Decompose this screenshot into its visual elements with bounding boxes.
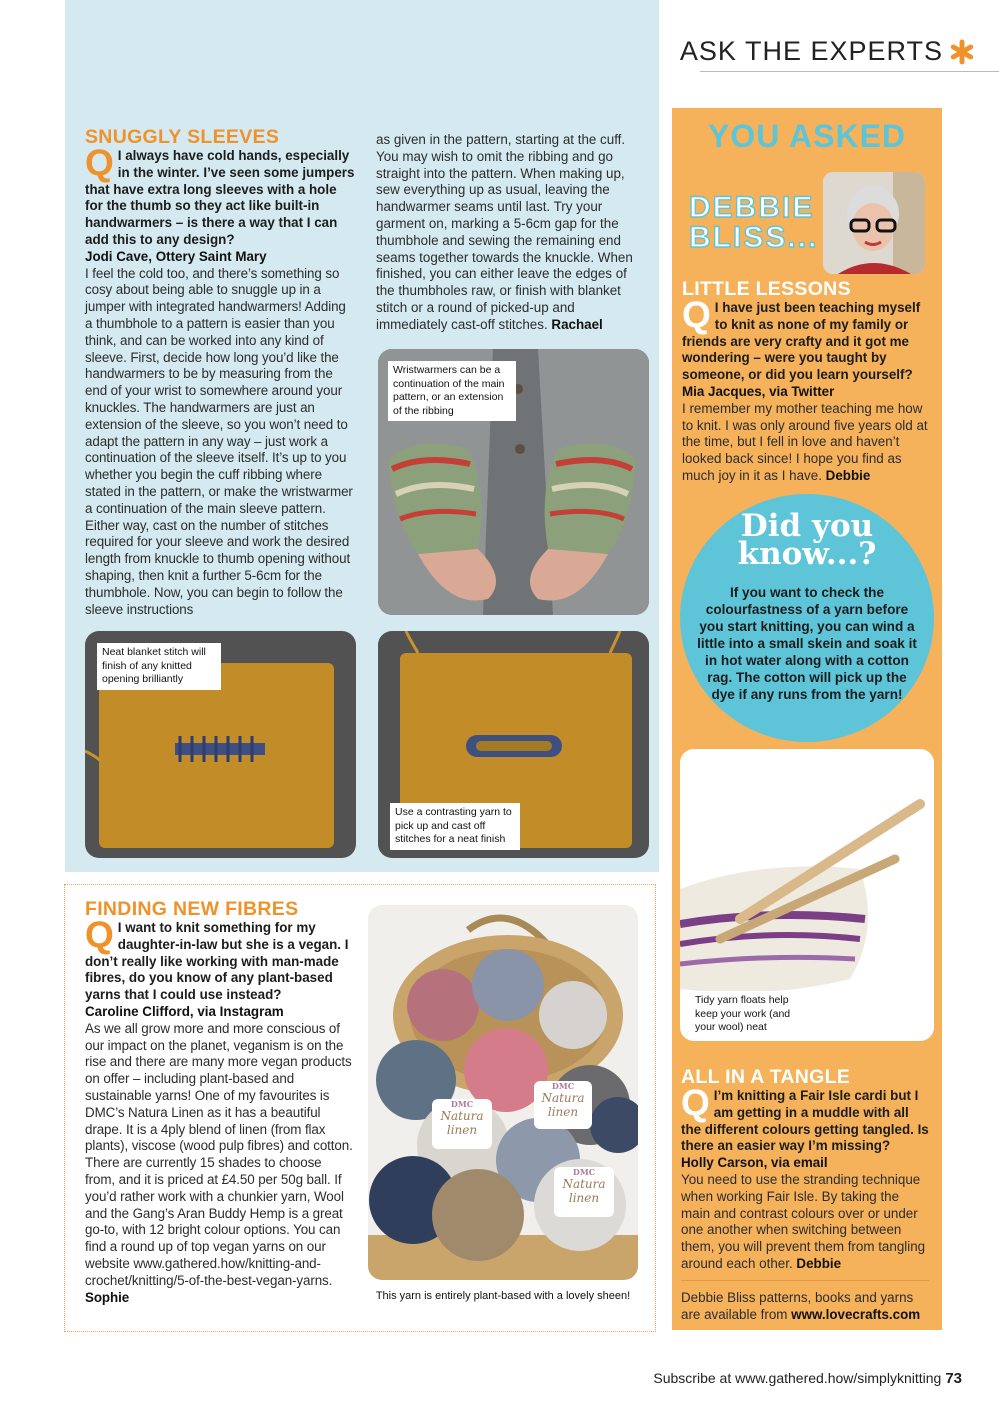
yarn-label-3 — [554, 1167, 614, 1217]
little-lessons-asker: Mia Jacques, via Twitter — [682, 383, 835, 399]
snuggly-heading: SNUGGLY SLEEVES — [85, 126, 280, 148]
yarn-label-line2: linen — [446, 1123, 478, 1137]
tangle-asker: Holly Carson, via email — [681, 1155, 828, 1171]
yarn-label-line1: Natura — [541, 1091, 585, 1105]
little-lessons-answer-text: I remember my mother teaching me how to knit. I was only around five years old at the time, but I fell in love and haven’t looked back since! I hope you find as much joy in it as I have. — [682, 400, 928, 483]
q-mark: Q — [681, 1082, 710, 1123]
subscribe-text[interactable]: Subscribe at www.gathered.how/simplyknitting — [653, 1370, 942, 1386]
all-in-a-tangle-section — [681, 1066, 929, 1273]
author-portrait-illustration — [823, 172, 925, 274]
yarn-label-line1: Natura — [562, 1177, 606, 1191]
did-you-know-title-line2: know...? — [737, 536, 877, 572]
yarn-basket-illustration — [368, 905, 638, 1280]
did-you-know-title — [680, 508, 934, 572]
fibres-question-text: I want to knit something for my daughter-in-law but she is a vegan. I don’t really like working with man-made fibres, do you know of any plant-based yarns that I could use instead? — [85, 920, 349, 1003]
fibres-signoff: Sophie — [85, 1289, 130, 1305]
asterisk-icon — [949, 39, 975, 65]
stockist-note-text: Debbie Bliss patterns, books and yarns are available from — [681, 1290, 914, 1322]
q-mark: Q — [85, 142, 114, 183]
snuggly-signoff: Rachael — [551, 316, 603, 332]
snuggly-sleeves-column-1 — [85, 126, 355, 618]
snuggly-answer-part2-text: as given in the pattern, starting at the cuff. You may wish to omit the ribbing and go straight into the pattern. When making up, sew everything up as usual, leaving the handwarmer seams until last. Try your garment on, marking a 5-6cm gap for the thumbhole and sewing the remaining end seams together towards the knuckle. When finished, you can either leave the edges of the thumbholes raw, or finish with blanket stitch or a round of picked-up and immediately cast-off stitches. — [376, 132, 633, 332]
tangle-heading: ALL IN A TANGLE — [681, 1066, 851, 1088]
fibres-answer-text: As we all grow more and more conscious of our impact on the planet, veganism is on the rise and there are many more vegan products on offer – including plant-based and sustainable yarns! One of my favourites is DMC’s Natura Linen as it has a beautiful drape. It is a 4ply blend of linen (from flax plants), viscose (wood pulp fibres) and cotton. There are currently 15 shades to choose from, and it is priced at £4.50 per 50g ball. If you’d rather work with a chunkier yarn, Wool and the Gang’s Aran Buddy Hemp is a great go-to, with 12 bright colour options. You can find a round up of top vegan yarns on our website www.gathered.how/knitting-and-crochet/knitting/5-of-the-best-vegan-yarns. — [85, 1020, 353, 1288]
contrast-yarn-swatch-photo — [378, 631, 649, 858]
tangle-question — [681, 1082, 929, 1155]
author-first-name: DEBBIE — [689, 191, 815, 224]
tangle-answer-text: You need to use the stranding technique when working Fair Isle. By taking the main and contrast colours over or under one another when switching between them, you will prevent them from tangling around each other. — [681, 1171, 926, 1271]
fibres-asker: Caroline Clifford, via Instagram — [85, 1003, 284, 1019]
little-lessons-heading: LITTLE LESSONS — [682, 278, 851, 300]
snuggly-question — [85, 142, 355, 249]
wristwarmer-caption: Wristwarmers can be a continuation of the main pattern, or an extension of the ribbing — [388, 361, 516, 421]
author-portrait — [823, 172, 925, 274]
did-you-know-text: If you want to check the colourfastness of a yarn before you start knitting, you can wind a little into a small skein and soak it in hot water along with a cotton rag. The cotton will pick up the dye if any runs from the yarn! — [697, 585, 917, 702]
section-title: ASK THE EXPERTS — [679, 36, 943, 66]
snuggly-answer-part1: I feel the cold too, and there’s something so cosy about being able to snuggle up in a jumper with integrated handwarmers! Adding a thumbhole to a pattern is easier than you think, and can be worked into any kind of sleeve. First, decide how long you’d like the handwarmers to be by measuring from the end of your wrist to somewhere around your knuckles. The handwarmers are just an extension of the sleeve, so you won’t need to adapt the pattern in any way – just work a continuation of the sleeve itself. It’s up to you whether you begin the cuff ribbing where stated in the pattern, or make the wristwarmer a continuation of the main sleeve pattern. Either way, cast on the number of stitches required for your sleeve and work the desired length from knuckle to thumb opening without shaping, then knit a further 5-6cm for the thumbhole. Now, you can begin to follow the sleeve instructions — [85, 265, 353, 617]
author-last-name: BLISS... — [689, 221, 819, 254]
yarn-floats-caption: Tidy yarn floats help keep your work (and your wool) neat — [690, 991, 804, 1038]
tangle-answer — [681, 1172, 929, 1273]
little-lessons-signoff: Debbie — [825, 467, 871, 483]
yarn-label-2 — [534, 1081, 592, 1129]
snuggly-question-text: I always have cold hands, especially in the winter. I’ve seen some jumpers that have extra long sleeves with a hole for the thumb so they act like built-in handwarmers – is there a way that I can add this to any design? — [85, 148, 355, 247]
little-lessons-question — [682, 294, 928, 384]
fibres-heading: FINDING NEW FIBRES — [85, 898, 299, 920]
author-name — [689, 193, 818, 253]
you-asked-title: YOU ASKED — [707, 118, 907, 154]
header-divider — [700, 71, 999, 72]
wristwarmer-photo — [378, 349, 649, 615]
yarn-floats-photo — [680, 749, 934, 1041]
yarn-label-line1: Natura — [440, 1109, 484, 1123]
yarn-label-brand: DMC — [450, 1099, 474, 1109]
little-lessons-section — [682, 278, 928, 485]
panel-divider — [681, 1280, 929, 1281]
fibres-answer — [85, 1021, 355, 1307]
yarn-basket-caption: This yarn is entirely plant-based with a lovely sheen! — [375, 1290, 631, 1302]
blanket-stitch-caption: Neat blanket stitch will finish of any knitted opening brilliantly — [97, 643, 221, 690]
little-lessons-question-text: I have just been teaching myself to knit as none of my family or friends are very crafty and it got me wondering – were you taught by someone, or did you learn yourself? — [682, 300, 921, 383]
yarn-basket-photo — [368, 905, 638, 1280]
yarn-label-brand: DMC — [572, 1167, 596, 1177]
stockist-link[interactable]: www.lovecrafts.com — [791, 1306, 921, 1322]
q-mark: Q — [85, 914, 114, 955]
contrast-yarn-caption: Use a contrasting yarn to pick up and cast off stitches for a neat finish — [390, 803, 520, 850]
tangle-signoff: Debbie — [796, 1255, 842, 1271]
page-number: 73 — [945, 1370, 962, 1387]
yarn-label-line2: linen — [547, 1105, 579, 1119]
yarn-label-line2: linen — [568, 1191, 600, 1205]
stockist-note — [681, 1290, 931, 1324]
yarn-label-brand: DMC — [551, 1081, 575, 1091]
little-lessons-answer — [682, 401, 928, 485]
yarn-label-1 — [432, 1099, 492, 1149]
section-header — [680, 36, 975, 67]
fibres-question — [85, 914, 355, 1004]
blanket-stitch-swatch-photo — [85, 631, 356, 858]
snuggly-answer-part2 — [376, 132, 640, 334]
tangle-question-text: I’m knitting a Fair Isle cardi but I am getting in a muddle with all the different colours getting tangled. Is there an easier way I’m missing? — [681, 1088, 929, 1154]
q-mark: Q — [682, 294, 711, 335]
page-footer — [653, 1370, 962, 1387]
snuggly-asker: Jodi Cave, Ottery Saint Mary — [85, 248, 267, 264]
did-you-know-title-line1: Did you — [740, 508, 874, 544]
fibres-text-column — [85, 898, 355, 1306]
